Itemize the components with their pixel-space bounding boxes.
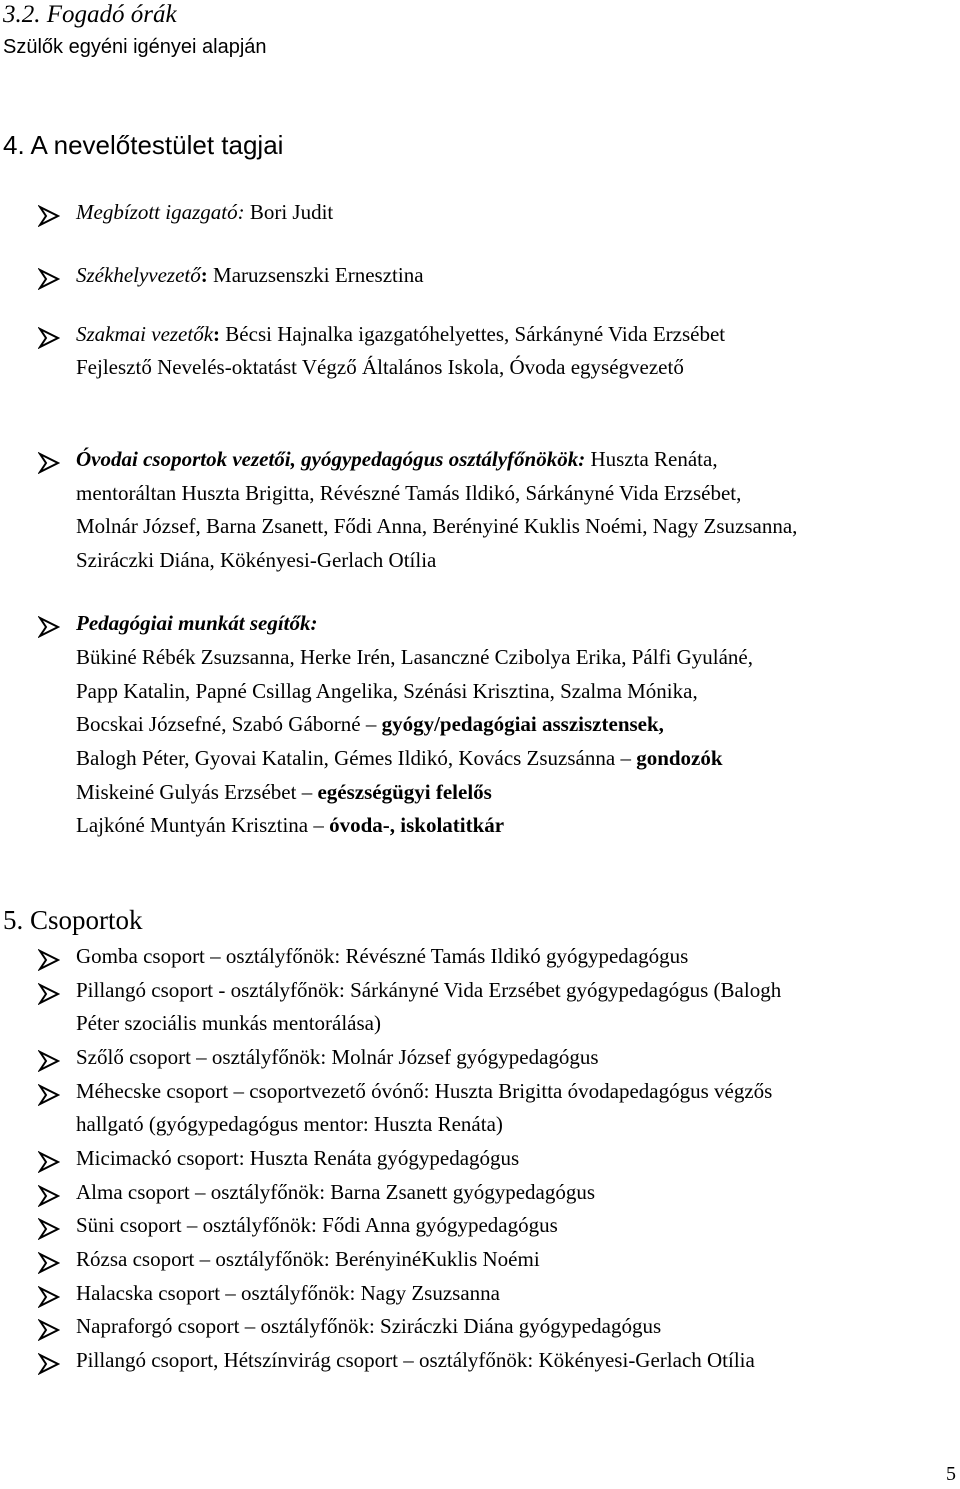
role-line <box>76 712 664 737</box>
item-colon: : <box>213 322 221 346</box>
section-5-heading: 5. Csoportok <box>3 905 143 935</box>
list-item-continuation: Papp Katalin, Papné Csillag Angelika, Szénási Krisztina, Szalma Mónika, <box>76 679 698 703</box>
item-text: Bori Judit <box>244 200 334 224</box>
arrowhead-bullet-icon <box>38 1185 60 1207</box>
list-item <box>76 200 333 225</box>
arrowhead-bullet-icon <box>38 616 60 638</box>
section-3-2-subtitle: Szülők egyéni igényei alapján <box>3 36 267 58</box>
arrowhead-bullet-icon <box>38 949 60 971</box>
arrowhead-bullet-icon <box>38 1252 60 1274</box>
role-line <box>76 746 723 771</box>
arrowhead-bullet-icon <box>38 1319 60 1341</box>
item-colon: : <box>200 263 208 287</box>
group-item: Süni csoport – osztályfőnök: Fődi Anna gyógypedagógus <box>76 1213 558 1237</box>
item-text: Huszta Renáta, <box>585 447 718 471</box>
item-text: Maruzsenszki Ernesztina <box>207 263 424 287</box>
role-names: Lajkóné Muntyán Krisztina – <box>76 813 330 837</box>
section-3-2-heading: 3.2. Fogadó órák <box>3 1 177 28</box>
arrowhead-bullet-icon <box>38 1353 60 1375</box>
group-item: Méhecske csoport – csoportvezető óvónő: Huszta Brigitta óvodapedagógus végzős <box>76 1079 773 1103</box>
group-item: Rózsa csoport – osztályfőnök: BerényinéKuklis Noémi <box>76 1247 540 1271</box>
list-item-continuation: Fejlesztő Nevelés-oktatást Végző Általános Iskola, Óvoda egységvezető <box>76 355 684 379</box>
list-item <box>76 447 718 472</box>
group-item-continuation: hallgató (gyógypedagógus mentor: Huszta Renáta) <box>76 1112 503 1136</box>
arrowhead-bullet-icon <box>38 1286 60 1308</box>
role-names: Miskeiné Gulyás Erzsébet – <box>76 780 318 804</box>
role-line <box>76 780 492 805</box>
role-title: gyógy/pedagógiai asszisztensek, <box>381 712 664 736</box>
group-item: Napraforgó csoport – osztályfőnök: Sziráczki Diána gyógypedagógus <box>76 1314 662 1338</box>
role-line <box>76 813 504 838</box>
item-label: Óvodai csoportok vezetői, gyógypedagógus osztályfőnökök: <box>76 447 586 471</box>
group-item: Halacska csoport – osztályfőnök: Nagy Zsuzsanna <box>76 1281 500 1305</box>
arrowhead-bullet-icon <box>38 1050 60 1072</box>
item-label: Megbízott igazgató: <box>76 200 245 224</box>
arrowhead-bullet-icon <box>38 268 60 290</box>
item-label: Szakmai vezetők <box>76 322 214 346</box>
role-names: Bocskai Józsefné, Szabó Gáborné – <box>76 712 382 736</box>
arrowhead-bullet-icon <box>38 327 60 349</box>
list-item: Pedagógiai munkát segítők: <box>76 611 318 635</box>
group-item: Micimackó csoport: Huszta Renáta gyógypedagógus <box>76 1146 520 1170</box>
group-item-continuation: Péter szociális munkás mentorálása) <box>76 1011 381 1035</box>
section-4-heading: 4. A nevelőtestület tagjai <box>3 130 284 160</box>
list-item <box>76 322 725 347</box>
role-title: óvoda-, iskolatitkár <box>329 813 505 837</box>
list-item-continuation: Bükiné Rébék Zsuzsanna, Herke Irén, Lasanczné Czibolya Erika, Pálfi Gyuláné, <box>76 645 754 669</box>
list-item <box>76 263 424 288</box>
arrowhead-bullet-icon <box>38 452 60 474</box>
group-item: Pillangó csoport - osztályfőnök: Sárkányné Vida Erzsébet gyógypedagógus (Balogh <box>76 978 782 1002</box>
group-item: Pillangó csoport, Hétszínvirág csoport – osztályfőnök: Kökényesi-Gerlach Otília <box>76 1348 755 1372</box>
group-item: Alma csoport – osztályfőnök: Barna Zsanett gyógypedagógus <box>76 1180 596 1204</box>
list-item-continuation: Sziráczki Diána, Kökényesi-Gerlach Otília <box>76 548 437 572</box>
item-text: Bécsi Hajnalka igazgatóhelyettes, Sárkányné Vida Erzsébet <box>220 322 726 346</box>
item-label: Székhelyvezető <box>76 263 201 287</box>
role-title: egészségügyi felelős <box>317 780 492 804</box>
arrowhead-bullet-icon <box>38 983 60 1005</box>
page-number: 5 <box>946 1463 956 1485</box>
group-item: Gomba csoport – osztályfőnök: Révészné Tamás Ildikó gyógypedagógus <box>76 944 689 968</box>
arrowhead-bullet-icon <box>38 1151 60 1173</box>
arrowhead-bullet-icon <box>38 1218 60 1240</box>
role-title: gondozók <box>636 746 723 770</box>
list-item-continuation: Molnár József, Barna Zsanett, Fődi Anna, Berényiné Kuklis Noémi, Nagy Zsuzsanna, <box>76 514 798 538</box>
arrowhead-bullet-icon <box>38 205 60 227</box>
arrowhead-bullet-icon <box>38 1084 60 1106</box>
list-item-continuation: mentoráltan Huszta Brigitta, Révészné Tamás Ildikó, Sárkányné Vida Erzsébet, <box>76 481 742 505</box>
role-names: Balogh Péter, Gyovai Katalin, Gémes Ildikó, Kovács Zsuzsánna – <box>76 746 637 770</box>
group-item: Szőlő csoport – osztályfőnök: Molnár József gyógypedagógus <box>76 1045 599 1069</box>
